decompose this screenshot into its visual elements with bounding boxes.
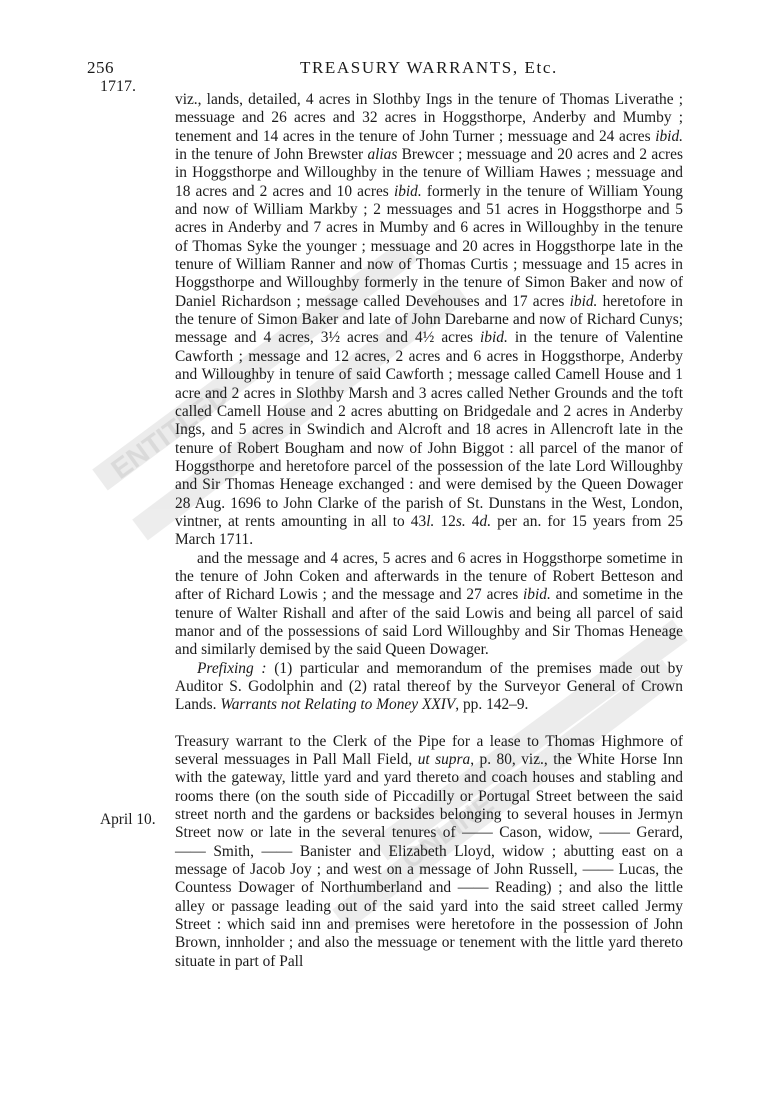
main-text: [175, 91, 683, 971]
paragraph-message: and the message and 4 acres, 5 acres and 6 acres in Hoggsthorpe sometime in the tenure of John Coken and afterwards in the tenure of Robert Betteson and after of Richard Lowis ; and the message and 27 acres ibid. and sometime in the tenure of Walter Rishall and after of the said Lowis and being all parcel of said manor and of the possessions of said Lord Willoughby and Sir Thomas Heneage and similarly demised by the said Queen Dowager.: [175, 549, 683, 659]
paragraph-treasury-warrant: Treasury warrant to the Clerk of the Pipe for a lease to Thomas Highmore of several messuages in Pall Mall Field, ut supra, p. 80, viz., the White Horse Inn with the gateway, little yard and yard thereto and coach houses and stabling and rooms there (on the south side of Piccadilly or Portugal Street between the said street north and the gardens or backsides belonging to several houses in Jermyn Street now or late in the several tenures of —— Cason, widow, —— Gerard, —— Smith, —— Banister and Elizabeth Lloyd, widow ; abutting east on a message of Jacob Joy ; and west on a message of John Russell, —— Lucas, the Countess Dowager of Northumberland and —— Reading) ; and also the little alley or passage leading out of the said yard into the said street called Jermy Street : which said inn and premises were heretofore in the possession of John Brown, innholder ; and also the messuage or tenement with the little yard thereto situate in part of Pall: [175, 732, 683, 970]
paragraph-prefixing: Prefixing : (1) particular and memorandum of the premises made out by Auditor S. Godolphin and (2) ratal thereof by the Surveyor General of Crown Lands. Warrants not Relating to Money XXIV, pp. 142–9.: [175, 659, 683, 714]
watermark-text-top: ENTITLED: [105, 379, 235, 485]
page-number: 256: [87, 58, 114, 77]
margin-year: 1717.: [100, 78, 136, 95]
margin-date: April 10.: [100, 811, 156, 828]
watermark-text-bottom: ONLINE: [395, 787, 500, 875]
running-head: TREASURY WARRANTS, Etc.: [300, 58, 558, 77]
paragraph-lands: viz., lands, detailed, 4 acres in Slothby Ings in the tenure of Thomas Liverathe ; messuage and 26 acres and 32 acres in Hoggsthorpe, Anderby and Mumby ; tenement and 14 acres in the tenure of John Turner ; messuage and 24 acres ibid. in the tenure of John Brewster alias Brewcer ; messuage and 20 acres and 2 acres in Hoggsthorpe and Willoughby in the tenure of William Hawes ; messuage and 18 acres and 2 acres and 10 acres ibid. formerly in the tenure of William Young and now of William Markby ; 2 messuages and 51 acres in Hoggsthorpe and 5 acres in Anderby and 7 acres in Mumby and 6 acres in Willoughby in the tenure of Thomas Syke the younger ; messuage and 20 acres in Hoggsthorpe late in the tenure of William Ranner and now of Thomas Curtis ; messuage and 15 acres in Hoggsthorpe and Willoughby formerly in the tenure of Simon Baker and now of Daniel Richardson ; message called Devehouses and 17 acres ibid. heretofore in the tenure of Simon Baker and late of John Darebarne and now of Richard Cunys; message and 4 acres, 3½ acres and 4½ acres ibid. in the tenure of Valentine Cawforth ; message and 12 acres, 2 acres and 6 acres in Hoggsthorpe, Anderby and Willoughby in tenure of said Cawforth ; message called Camell House and 1 acre and 2 acres in Slothby Marsh and 3 acres called Nether Grounds and the toft called Camell House and 2 acres abutting on Bridgedale and 2 acres in Anderby Ings, and 5 acres in Swindich and Alcroft and 18 acres in Allencroft late in the tenure of Robert Bougham and now of John Biggot : all parcel of the manor of Hoggsthorpe and heretofore parcel of the possession of the late Lord Willoughby and Sir Thomas Heneage exchanged : and were demised by the Queen Dowager 28 Aug. 1696 to John Clarke of the parish of St. Dunstans in the West, London, vintner, at rents amounting in all to 43l. 12s. 4d. per an. for 15 years from 25 March 1711.: [175, 91, 683, 549]
